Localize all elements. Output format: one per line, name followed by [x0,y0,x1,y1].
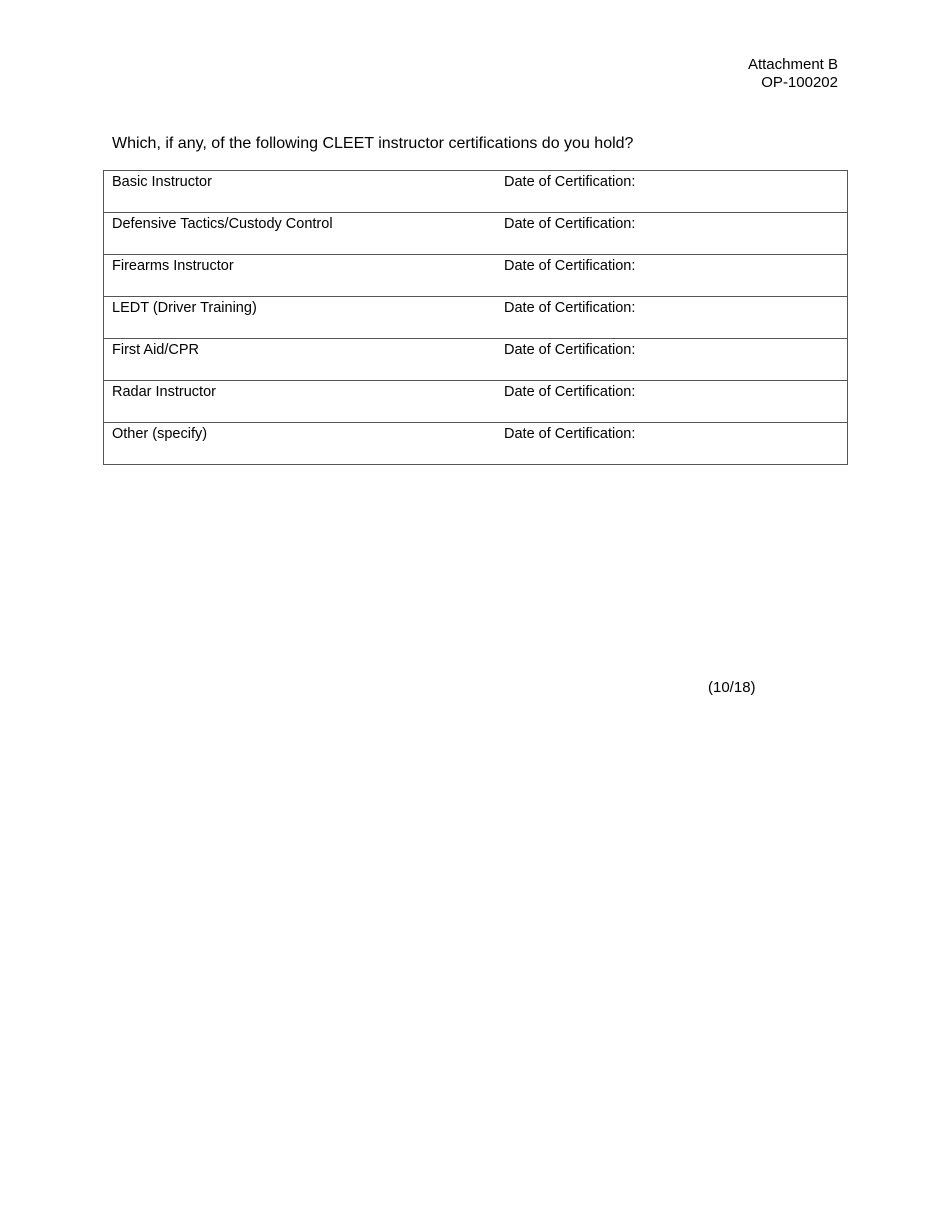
certification-date-field[interactable]: Date of Certification: [496,423,848,465]
certification-name: Basic Instructor [104,171,497,213]
certification-date-field[interactable]: Date of Certification: [496,297,848,339]
certification-name: Radar Instructor [104,381,497,423]
document-header [748,56,838,92]
table-row [104,171,848,213]
certification-name: Defensive Tactics/Custody Control [104,213,497,255]
certification-name: First Aid/CPR [104,339,497,381]
table-row [104,213,848,255]
attachment-label: Attachment B [747,56,838,73]
policy-number: OP-100202 [761,74,838,91]
certification-table [103,170,848,465]
table-row [104,423,848,465]
table-row [104,381,848,423]
certification-name: LEDT (Driver Training) [104,297,497,339]
certification-date-field[interactable]: Date of Certification: [496,255,848,297]
revision-date: (10/18) [708,679,756,696]
certification-question: Which, if any, of the following CLEET instructor certifications do you hold? [112,135,634,152]
table-row [104,297,848,339]
certification-name: Firearms Instructor [104,255,497,297]
certification-date-field[interactable]: Date of Certification: [496,339,848,381]
table-row [104,339,848,381]
certification-date-field[interactable]: Date of Certification: [496,213,848,255]
certification-date-field[interactable]: Date of Certification: [496,381,848,423]
certification-date-field[interactable]: Date of Certification: [496,171,848,213]
certification-name: Other (specify) [104,423,497,465]
table-row [104,255,848,297]
